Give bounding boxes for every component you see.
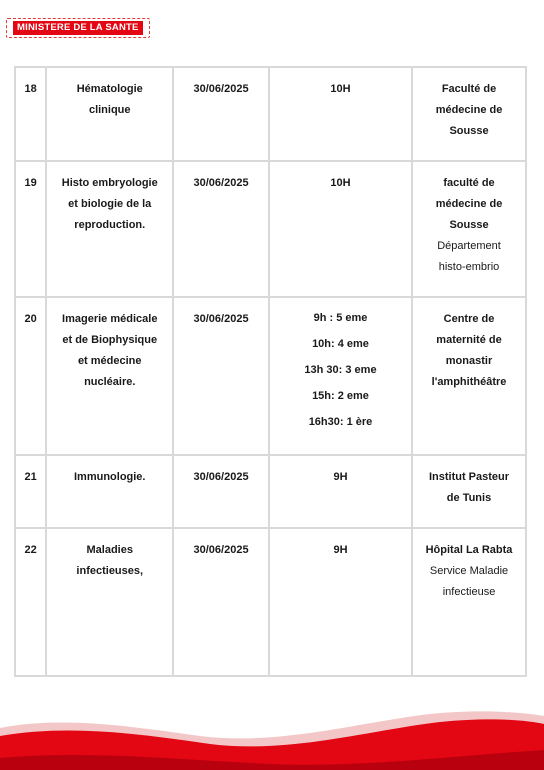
table-row (16, 529, 525, 675)
row-number (16, 162, 45, 296)
specialty-line: infectieuses, (76, 565, 144, 577)
location-line: Sousse (449, 125, 489, 137)
date-cell (174, 162, 268, 296)
time-line: 9h : 5 eme (313, 312, 368, 324)
time-line: 10H (330, 83, 351, 95)
table-row (16, 162, 525, 296)
time-cell (270, 298, 411, 454)
specialty-cell (47, 298, 172, 454)
location-line: Faculté de (441, 83, 497, 95)
specialty-line: et biologie de la (68, 198, 152, 210)
time-cell (270, 529, 411, 675)
specialty-line: reproduction. (74, 219, 146, 231)
row-number-value: 18 (24, 83, 37, 95)
time-line: 10h: 4 eme (312, 338, 369, 350)
location-line: Centre de (443, 313, 495, 325)
time-line: 9H (333, 471, 348, 483)
specialty-cell (47, 529, 172, 675)
location-cell (413, 298, 525, 454)
specialty-cell (47, 162, 172, 296)
specialty-line: Histo embryologie (61, 177, 158, 189)
specialty-cell (47, 456, 172, 527)
location-line: médecine de (435, 198, 503, 210)
specialty-line: et médecine (77, 355, 142, 367)
location-line: faculté de (443, 177, 495, 189)
date-cell (174, 68, 268, 160)
row-number-value: 22 (24, 544, 37, 556)
time-cell (270, 68, 411, 160)
time-line: 16h30: 1 ère (308, 416, 373, 428)
specialty-line: Imagerie médicale (62, 313, 158, 325)
specialty-line: Immunologie. (73, 471, 146, 483)
location-line: de Tunis (446, 492, 492, 504)
exam-date: 30/06/2025 (193, 177, 249, 189)
exam-schedule-table (14, 66, 527, 677)
table-row (16, 456, 525, 527)
exam-date: 30/06/2025 (193, 313, 249, 325)
row-number (16, 529, 45, 675)
row-number-value: 21 (24, 471, 37, 483)
location-line: monastir (445, 355, 493, 367)
ministry-badge-label: MINISTERE DE LA SANTE (13, 21, 143, 35)
location-line: médecine de (435, 104, 503, 116)
time-cell (270, 162, 411, 296)
specialty-line: et de Biophysique (62, 334, 158, 346)
time-cell (270, 456, 411, 527)
time-line: 15h: 2 eme (312, 390, 369, 402)
time-line: 10H (330, 177, 351, 189)
footer-wave-decoration (0, 700, 544, 770)
specialty-line: Maladies (86, 544, 133, 556)
row-number (16, 68, 45, 160)
row-number-value: 19 (24, 177, 37, 189)
specialty-line: Hématologie (76, 83, 143, 95)
location-cell (413, 162, 525, 296)
time-line: 9H (333, 544, 348, 556)
location-detail-line: histo-embrio (438, 261, 500, 273)
specialty-cell (47, 68, 172, 160)
location-line: Institut Pasteur (428, 471, 510, 483)
location-cell (413, 529, 525, 675)
location-line: Hôpital La Rabta (425, 544, 513, 556)
table-row (16, 68, 525, 160)
ministry-badge (6, 18, 150, 38)
exam-date: 30/06/2025 (193, 83, 249, 95)
row-number (16, 456, 45, 527)
specialty-line: nucléaire. (84, 376, 136, 388)
location-detail-line: Service Maladie (429, 565, 509, 577)
location-detail-line: infectieuse (442, 586, 496, 598)
exam-date: 30/06/2025 (193, 471, 249, 483)
location-line: Sousse (449, 219, 489, 231)
time-line: 13h 30: 3 eme (304, 364, 377, 376)
location-line: l'amphithéâtre (431, 376, 507, 388)
row-number (16, 298, 45, 454)
location-cell (413, 456, 525, 527)
location-cell (413, 68, 525, 160)
specialty-line: clinique (88, 104, 131, 116)
location-detail-line: Département (437, 240, 501, 252)
exam-date: 30/06/2025 (193, 544, 249, 556)
date-cell (174, 456, 268, 527)
location-line: maternité de (436, 334, 502, 346)
table-row (16, 298, 525, 454)
row-number-value: 20 (24, 313, 37, 325)
date-cell (174, 529, 268, 675)
date-cell (174, 298, 268, 454)
